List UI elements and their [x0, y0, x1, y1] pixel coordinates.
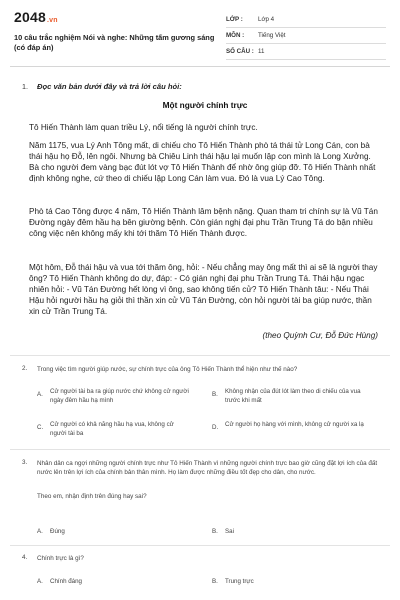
- question-divider: [10, 449, 390, 450]
- question-number: 2.: [22, 365, 28, 372]
- question-prompt: Theo em, nhận định trên đúng hay sai?: [37, 493, 147, 500]
- header-divider: [10, 66, 390, 67]
- option-letter: C.: [37, 424, 44, 431]
- passage-paragraph: Một hôm, Đỗ thái hậu và vua tới thăm ông, hỏi: - Nếu chẳng may ông mất thì ai sẽ là người thay ông? Tô Hiến Thành không do dự, đáp: - Có gián nghị đại phu Trần Trung Tá. Thái hậu ngạc nhiên hỏi: - Vũ Tán Đường hết lòng vì ông, sao không tiến cử? Tô Hiến Thành tâu: - Nếu Thái Hậu hỏi người hầu hạ giỏi thì thần xin cử Vũ Tán Đường, còn hỏi người tài ba giúp nước, thần xin cử Trần Trung Tá.: [29, 263, 378, 316]
- page-header: [0, 0, 400, 62]
- question-text: Trong việc tìm người giúp nước, sự chính trực của ông Tô Hiến Thành thể hiện như thế nào?: [37, 366, 298, 373]
- option-letter: B.: [212, 391, 218, 398]
- passage-author: (theo Quỳnh Cư, Đỗ Đức Hùng): [262, 331, 378, 340]
- option-letter: D.: [212, 424, 219, 431]
- meta-value: Lớp 4: [258, 16, 275, 23]
- option-text: Cử người họ hàng với mình, không cử người xa lạ: [225, 421, 364, 428]
- question-number: 1.: [22, 82, 28, 91]
- passage-paragraph: Tô Hiến Thành làm quan triều Lý, nổi tiếng là người chính trực.: [29, 123, 258, 132]
- question-text: Nhân dân ca ngợi những người chính trực như Tô Hiến Thành vì những người chính trực bao giờ cũng đặt lợi ích của đất nước lên trên lợi ích của chính bản thân mình. Họ làm được những điều tốt đẹp cho dân, cho nước.: [37, 460, 378, 476]
- meta-key: LỚP :: [226, 16, 243, 23]
- passage-title: Một người chính trực: [162, 100, 248, 110]
- site-logo[interactable]: [14, 9, 58, 25]
- option-letter: A.: [37, 391, 43, 398]
- option-text: Chính đáng: [50, 578, 82, 585]
- meta-value: 11: [258, 48, 265, 55]
- meta-row-subject: [226, 28, 386, 44]
- option-text: Không nhận của đút lót làm theo di chiếu của vua trước khi mất: [225, 388, 361, 404]
- option-letter: B.: [212, 578, 218, 585]
- question-text: Chính trực là gì?: [37, 555, 84, 562]
- meta-value: Tiếng Việt: [258, 32, 286, 39]
- question-intro: Đọc văn bản dưới đây và trả lời câu hỏi:: [37, 82, 182, 91]
- logo-sub: .vn: [46, 17, 58, 24]
- option-letter: A.: [37, 528, 43, 535]
- option-letter: B.: [212, 528, 218, 535]
- passage-paragraph: Phò tá Cao Tông được 4 năm, Tô Hiến Thành lâm bệnh nặng. Quan tham tri chính sự là Vũ Tán Đường ngày đêm hầu hạ bên giường bệnh. Còn gián nghị đại phu Trần Trung Tá do bận nhiều công việc nên không mấy khi tới thăm Tô Hiến Thành được.: [29, 207, 378, 238]
- logo-main: 2048: [14, 9, 46, 25]
- option-text: Đúng: [50, 528, 65, 535]
- question-number: 4.: [22, 554, 28, 561]
- option-letter: A.: [37, 578, 43, 585]
- option-text: Cử người có khả năng hầu hạ vua, không cử người tài ba: [50, 421, 174, 437]
- meta-key: MÔN :: [226, 32, 245, 39]
- option-text: Cử người tài ba ra giúp nước chứ không cử người ngày đêm hầu hạ mình: [50, 388, 189, 404]
- option-text: Trung trực: [225, 578, 254, 585]
- page-title: 10 câu trắc nghiệm Nói và nghe: Những tấm gương sáng (có đáp án): [14, 33, 215, 52]
- meta-row-class: [226, 12, 386, 28]
- passage-paragraph: Năm 1175, vua Lý Anh Tông mất, di chiếu cho Tô Hiến Thành phò tá thái tử Long Cán, con bà thái hậu họ Đỗ, lên ngôi. Nhưng bà Chiêu Linh thái hậu lại muốn lập con mình là Long Xưởng. Bà cho người đem vàng bạc đút lót vợ Tô Hiến Thành để nhờ ông giúp đỡ. Tô Hiến Thành nhất định không nghe, cứ theo di chiếu lập Long Cán làm vua. Đó là vua Lý Cao Tông.: [29, 141, 376, 183]
- meta-info: [226, 12, 386, 60]
- meta-key: SỐ CÂU :: [226, 48, 254, 55]
- meta-row-count: [226, 44, 386, 60]
- question-number: 3.: [22, 459, 28, 466]
- question-divider: [10, 545, 390, 546]
- question-divider: [10, 355, 390, 356]
- option-text: Sai: [225, 528, 234, 535]
